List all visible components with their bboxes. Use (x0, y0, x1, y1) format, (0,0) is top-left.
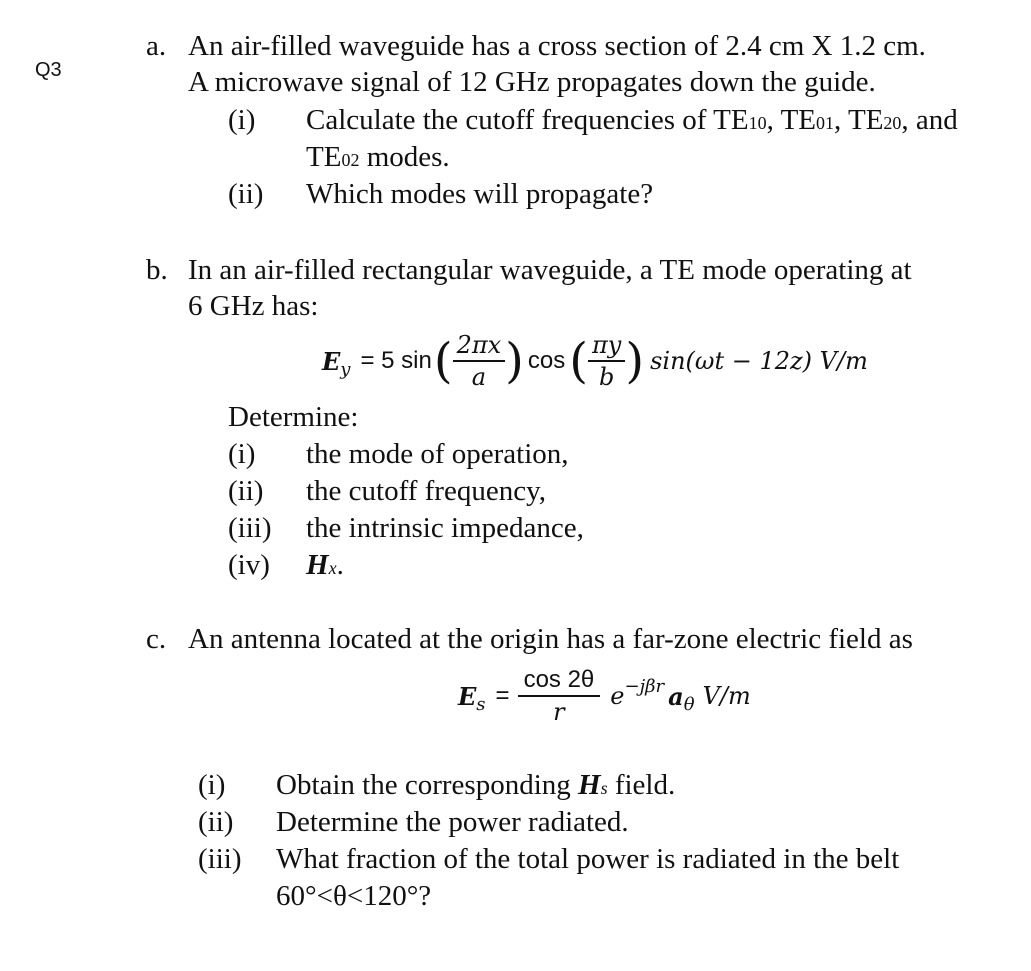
part-b-item-text: the intrinsic impedance, (306, 512, 584, 544)
part-c-item-num: (i) (198, 769, 226, 801)
fraction-cos2theta-over-r: $\frac{\cos 2\theta}{r}$ (518, 665, 601, 727)
part-a-item-text: Which modes will propagate? (306, 178, 654, 210)
part-b-line1: In an air-filled rectangular waveguide, a TE mode operating at (188, 254, 912, 286)
part-a-letter: a. (146, 30, 167, 62)
part-c-item-num: (ii) (198, 806, 234, 838)
part-a-item-text-cont: TE02 modes. (306, 141, 450, 173)
part-b-item-num: (ii) (228, 475, 264, 507)
part-b-item-num: (i) (228, 438, 256, 470)
part-c-item-num: (iii) (198, 843, 242, 875)
fraction-2pix-over-a: $\frac{2\pi x}{a}$ (453, 330, 506, 392)
part-c-item-text: Determine the power radiated. (276, 806, 629, 838)
part-a-item-num: (ii) (228, 178, 264, 210)
equation-es: E s = $\frac{\cos 2\theta}{r}$ e $^{-j\beta r}$ a θ V/m (458, 666, 751, 726)
part-b-item-text: the mode of operation, (306, 438, 569, 470)
part-c-line1: An antenna located at the origin has a far-zone electric field as (188, 623, 913, 655)
part-b-line2: 6 GHz has: (188, 290, 319, 322)
part-a-line1: An air-filled waveguide has a cross section of 2.4 cm X 1.2 cm. (188, 30, 926, 62)
part-b-item-num: (iii) (228, 512, 272, 544)
part-b-item-num: (iv) (228, 549, 270, 581)
part-b-item-text: Hx. (306, 549, 344, 581)
part-b-item-text: the cutoff frequency, (306, 475, 546, 507)
part-c-letter: c. (146, 623, 167, 655)
question-label: Q3 (35, 59, 62, 81)
determine-label: Determine: (228, 401, 359, 433)
part-a-line2: A microwave signal of 12 GHz propagates down the guide. (188, 66, 876, 98)
equation-ey: E y = 5 sin ( $\frac{2\pi x}{a}$ ) cos ( $\frac{\pi y}{b}$ ) sin(ωt − 12z) V/m (322, 331, 868, 391)
part-c-item-text: What fraction of the total power is radiated in the belt (276, 843, 900, 875)
part-c-item-text-cont: 60°<θ<120°? (276, 880, 432, 912)
part-c-item-text: Obtain the corresponding Hs field. (276, 769, 676, 801)
part-a-item-text: Calculate the cutoff frequencies of TE10, TE01, TE20, and (306, 104, 958, 136)
part-a-item-num: (i) (228, 104, 256, 136)
fraction-piy-over-b: $\frac{\pi y}{b}$ (588, 330, 625, 392)
part-b-letter: b. (146, 254, 168, 286)
